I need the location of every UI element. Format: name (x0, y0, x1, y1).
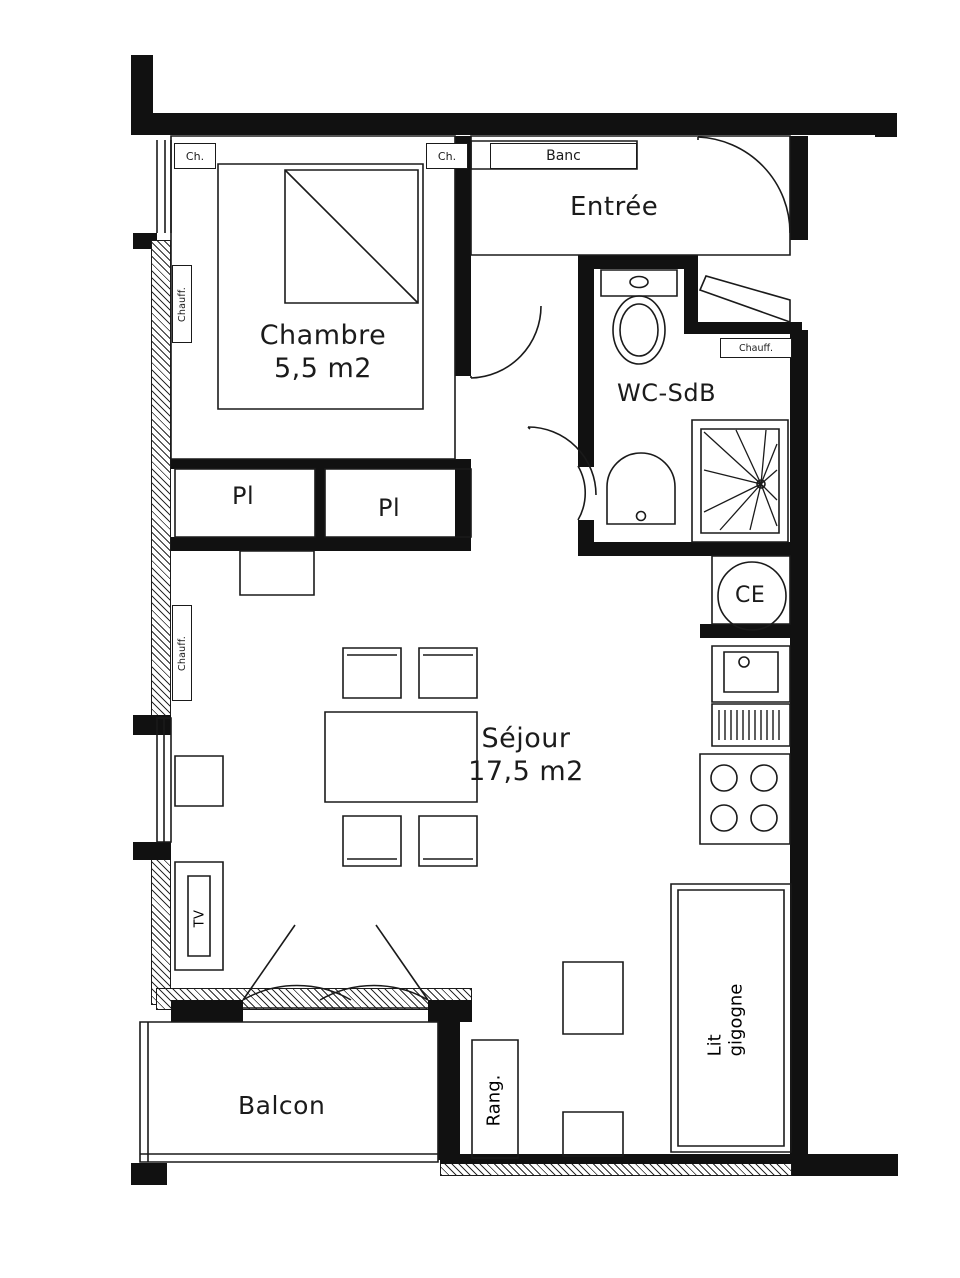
label-placard-2-text: Pl (378, 494, 401, 522)
label-tv (190, 890, 210, 946)
room-label-balcon-name: Balcon (238, 1091, 326, 1120)
label-lit-gigogne-text: Lit gigogne (704, 983, 746, 1057)
label-rangement (480, 1050, 508, 1150)
label-ce-text: CE (735, 583, 766, 608)
room-label-chambre-name: Chambre (259, 320, 387, 351)
label-chauffage-1 (172, 265, 192, 343)
label-chauffage-2 (172, 605, 192, 701)
label-banc (490, 143, 637, 169)
label-chauffage-3 (720, 338, 792, 358)
label-chauffage-1-text: Chauff. (176, 286, 188, 322)
room-label-sejour-area: 17,5 m2 (468, 755, 584, 787)
room-label-sejour-name: Séjour (481, 723, 571, 754)
room-label-balcon (238, 1091, 325, 1120)
label-ch-1-text: Ch. (185, 149, 205, 163)
room-label-wc-sdb (617, 379, 716, 407)
room-label-entree-name: Entrée (570, 192, 659, 222)
label-banc-text: Banc (546, 148, 581, 164)
label-placard-2 (378, 494, 400, 522)
label-ce (735, 583, 765, 608)
label-rangement-text: Rang. (483, 1074, 505, 1126)
label-chauffage-3-text: Chauff. (738, 342, 774, 354)
label-ch-2-text: Ch. (437, 149, 457, 163)
room-label-entree (570, 192, 658, 222)
label-ch-1 (174, 143, 216, 169)
label-chauffage-2-text: Chauff. (176, 635, 188, 671)
label-ch-2 (426, 143, 468, 169)
room-label-sejour (446, 723, 606, 789)
room-label-wc-sdb-name: WC-SdB (617, 379, 717, 407)
label-placard-1-text: Pl (232, 482, 255, 510)
label-lit-gigogne (706, 930, 744, 1110)
label-placard-1 (232, 482, 254, 510)
room-label-chambre-area: 5,5 m2 (273, 352, 372, 384)
label-tv-text: TV (192, 909, 208, 927)
room-label-chambre (243, 320, 403, 386)
